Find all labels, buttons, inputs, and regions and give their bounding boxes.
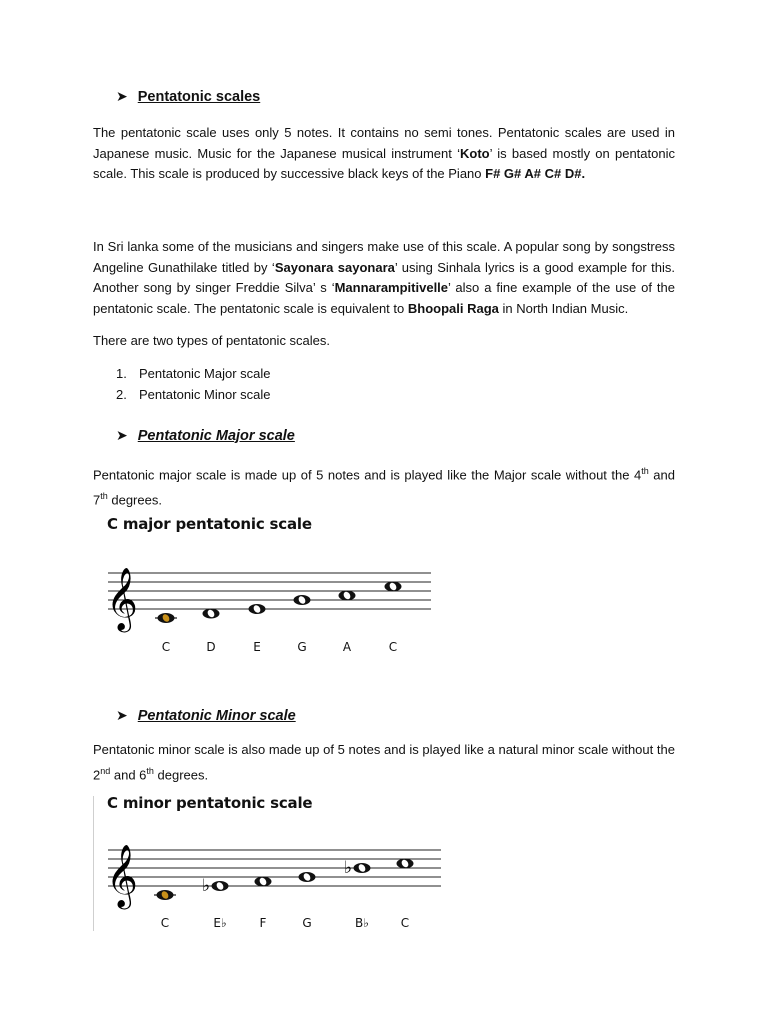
figure-title-major: C major pentatonic scale [107,515,312,533]
list-item [116,364,271,385]
text-run: ’ using Sinhala lyrics is a good example for this. Another song by singer Freddie Silva’ s ‘ [93,259,675,296]
text-run: in North Indian Music. [498,300,629,316]
treble-clef-icon: 𝄞 [106,844,138,907]
figure-title-minor: C minor pentatonic scale [107,794,313,812]
note-label: D [206,640,216,654]
note-label: E♭ [213,916,227,930]
note-label: E [253,640,261,654]
major-scale-staff [100,555,440,655]
note-label: G [297,640,307,654]
text-run: In Sri lanka some of the musicians and singers make use of this scale. A popular song by songstress Angeline Gunathilake titled by ‘ [93,239,675,275]
arrowhead-bullet-icon: ➤ [116,88,128,104]
scale-types-list [116,364,271,405]
paragraph-sri-lanka [93,237,675,319]
bold-run: Koto [460,145,490,161]
superscript: th [641,466,649,476]
flat-sign-icon: ♭ [344,858,353,878]
text-run: Pentatonic minor scale is also made up of 5 notes and is played like a natural minor scale without the 2 [93,742,675,782]
heading-pentatonic-minor [116,707,296,724]
paragraph-intro [93,123,675,185]
superscript: th [100,490,108,501]
text-run: degrees. [107,492,162,508]
note-label: C [161,640,171,654]
flat-sign-icon: ♭ [202,876,211,896]
text-run: Pentatonic major scale is made up of 5 notes and is played like the Major scale without the 4 [93,467,642,483]
heading-text: Pentatonic Minor scale [137,707,296,724]
text-run: ’ also a fine example of the use of the pentatonic scale. The pentatonic scale is equivalent to [93,280,675,316]
superscript: th [146,765,154,776]
treble-clef-icon: 𝄞 [106,567,138,630]
text-run: and 6 [110,766,147,782]
text-run: The pentatonic scale uses only 5 notes. It contains no semi tones. Pentatonic scales are used in Japanese music. Music for the Japanese musical instrument ‘ [93,125,675,161]
list-number: 2. [116,386,127,402]
note-group [154,858,414,900]
note-label: C [400,916,410,930]
note-label-group [162,640,397,654]
note-label: G [302,916,312,930]
list-label: Pentatonic Major scale [139,366,271,381]
bold-run: Sayonara sayonara [274,259,395,275]
note-label: B♭ [355,916,369,930]
note-label: C [388,640,398,654]
bold-run: Mannarampitivelle [334,280,449,296]
list-number: 1. [116,366,127,381]
heading-text: Pentatonic Major scale [137,427,295,444]
staff-lines [108,850,441,886]
note-label-group [161,916,409,930]
note-group [155,582,402,624]
text-run: and 7 [93,467,675,508]
superscript: nd [100,765,111,776]
paragraph-two-types: There are two types of pentatonic scales. [93,333,331,348]
minor-scale-staff [100,832,450,932]
bold-run: Bhoopali Raga [407,300,499,316]
bold-run: F# G# A# C# D#. [485,166,586,182]
note-label: C [160,916,170,930]
list-label: Pentatonic Minor scale [139,386,271,402]
paragraph-minor-description [93,740,675,786]
figure-border-line [93,796,94,931]
text-run: degrees. [153,766,209,782]
arrowhead-bullet-icon: ➤ [116,707,128,723]
staff-lines [108,573,431,609]
list-item [116,385,271,406]
heading-pentatonic-major [116,427,295,444]
note-label: F [259,916,267,930]
paragraph-major-description [93,461,675,511]
arrowhead-bullet-icon: ➤ [116,427,128,443]
heading-pentatonic-scales [116,88,260,105]
heading-text: Pentatonic scales [137,88,261,105]
note-label: A [342,640,352,654]
text-run: ’ is based mostly on pentatonic scale. This scale is produced by successive black keys of the Piano [93,145,675,182]
